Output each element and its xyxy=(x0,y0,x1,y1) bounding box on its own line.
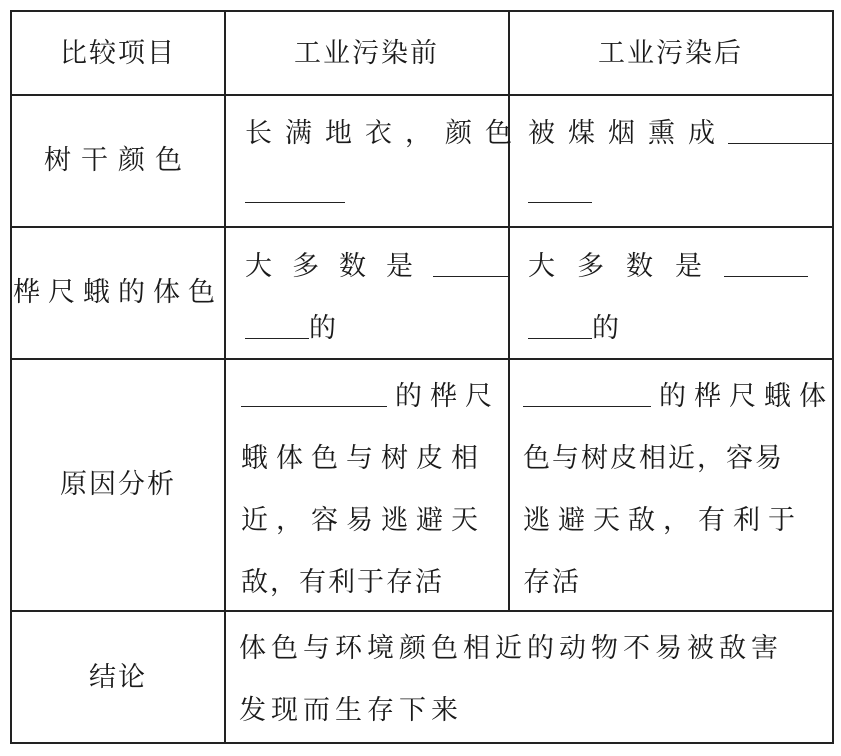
cell-text: 逃避天敌，有利于 xyxy=(523,505,803,536)
cell-text: 的 xyxy=(309,313,338,344)
row-label-conclusion xyxy=(12,611,224,744)
cell-text-line xyxy=(523,383,834,410)
cell-text-line xyxy=(245,253,509,280)
cell-text-line xyxy=(241,383,500,410)
cell-text: 大多数是 xyxy=(528,251,724,282)
row-label-text: 树干颜色 xyxy=(44,145,192,176)
cell-text: 的桦尺 xyxy=(395,381,500,412)
answer-blank xyxy=(728,142,834,144)
answer-blank xyxy=(245,179,345,206)
cell-text-line xyxy=(528,253,808,280)
header-after xyxy=(509,12,832,94)
header-before xyxy=(225,12,508,94)
cell-text: 敌，有利于存活 xyxy=(241,567,444,598)
answer-blank xyxy=(241,405,387,407)
cell-text: 长满地衣，颜色 xyxy=(245,118,525,149)
comparison-table xyxy=(10,10,834,744)
cell-conclusion xyxy=(225,611,832,744)
header-after-label: 工业污染后 xyxy=(598,37,743,69)
cell-text-line xyxy=(528,120,834,147)
cell-text: 的桦尺蛾体 xyxy=(659,381,834,412)
cell-text: 大多数是 xyxy=(245,251,433,282)
answer-blank xyxy=(245,337,309,339)
header-before-label: 工业污染前 xyxy=(294,37,439,69)
row-label-text: 桦尺蛾的体色 xyxy=(13,277,223,308)
cell-text-line xyxy=(528,315,621,342)
row-label-trunk-color xyxy=(12,95,224,226)
cell-reason-before xyxy=(225,359,508,610)
row-label-moth-color xyxy=(12,227,224,358)
header-item-label: 比较项目 xyxy=(60,37,176,69)
answer-blank xyxy=(523,405,651,407)
answer-blank xyxy=(433,275,509,277)
row-label-text: 原因分析 xyxy=(60,469,176,500)
cell-trunk-before xyxy=(225,95,525,226)
cell-text: 近，容易逃避天 xyxy=(241,505,486,536)
cell-trunk-after xyxy=(509,95,832,226)
header-item xyxy=(12,12,224,94)
cell-reason-after xyxy=(509,359,832,610)
conclusion-text: 体色与环境颜色相近的动物不易被敌害 xyxy=(239,633,783,664)
row-label-reason xyxy=(12,359,224,610)
cell-text: 被煤烟熏成 xyxy=(528,118,728,149)
cell-text: 的 xyxy=(592,313,621,344)
cell-text: 色与树皮相近，容易 xyxy=(523,443,784,474)
cell-text: 蛾体色与树皮相 xyxy=(241,443,486,474)
cell-moth-after xyxy=(509,227,832,358)
conclusion-text: 发现而生存下来 xyxy=(239,695,463,726)
cell-text: 存活 xyxy=(523,567,581,598)
answer-blank xyxy=(528,179,592,206)
cell-moth-before xyxy=(225,227,508,358)
answer-blank xyxy=(528,337,592,339)
row-label-text: 结论 xyxy=(89,662,147,693)
cell-text-line xyxy=(245,315,338,342)
answer-blank xyxy=(724,275,808,277)
